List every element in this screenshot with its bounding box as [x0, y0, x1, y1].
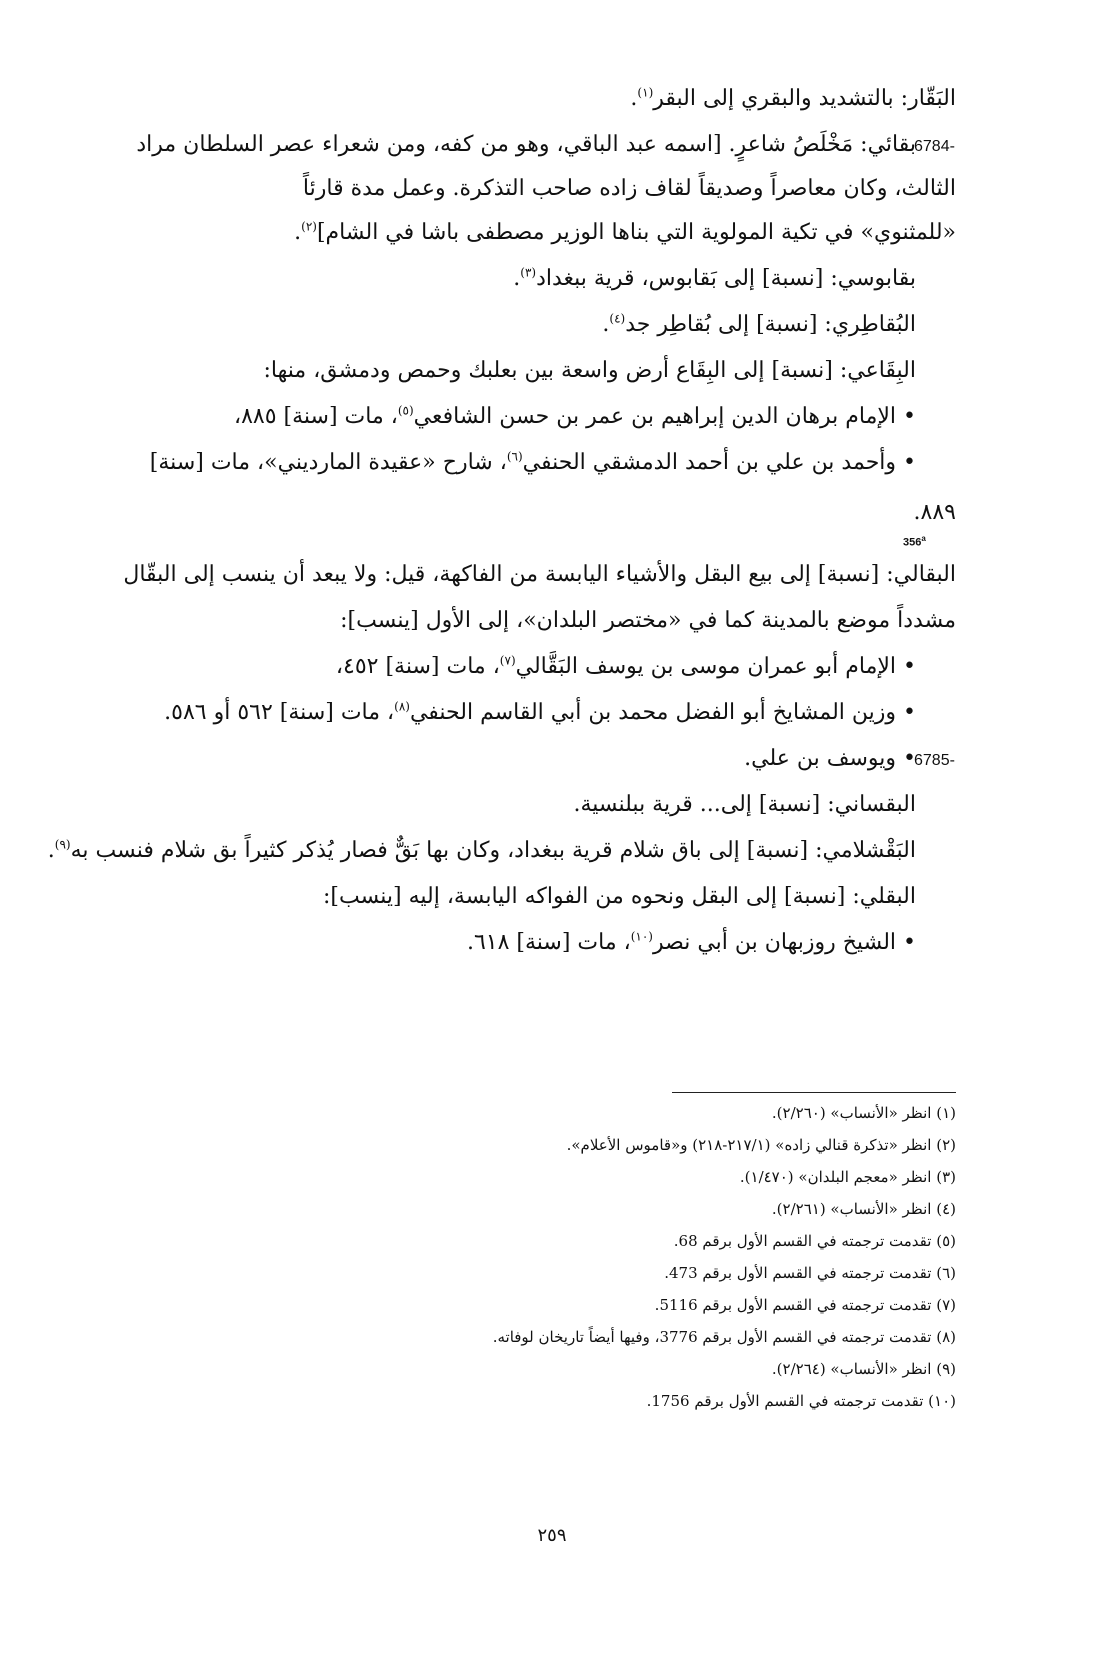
entry-number: 6784- [914, 138, 955, 155]
footnote: (٦) تقدمت ترجمته في القسم الأول برقم 473. [664, 1264, 956, 1282]
list-item: • وزين المشايخ أبو الفضل محمد بن أبي القاسم الحنفي$^{(٨)}$، مات [سنة] ٥٦٢ أو ٥٨٦. [164, 699, 916, 725]
footnote: (٣) انظر «معجم البلدان» (١/٤٧٠). [739, 1168, 956, 1186]
footnote-ref[interactable]: (١٠) [630, 929, 653, 944]
list-item: • وأحمد بن علي بن أحمد الدمشقي الحنفي$^{(٦)}$، شارح «عقيدة المارديني»، مات [سنة] [149, 449, 916, 475]
footnote-ref[interactable]: (٧) [499, 653, 516, 668]
footnote-ref[interactable]: (١) [637, 85, 654, 100]
entry-text: البَقّار: بالتشديد والبقري إلى البقر [653, 86, 956, 111]
list-item: • الشيخ روزبهان بن أبي نصر$^{(١٠)}$، مات [سنة] ٦١٨. [466, 929, 916, 955]
entry-biqai: البِقَاعي: [نسبة] إلى البِقَاع أرض واسعة بين بعلبك وحمص ودمشق، منها: [263, 358, 916, 383]
list-item-cont: ٨٨٩. [913, 500, 956, 525]
footnote-ref[interactable]: (٤) [609, 311, 626, 326]
entry-baqai-cont: «للمثنوي» في تكية المولوية التي بناها الوزير مصطفى باشا في الشام]$^{(٢)}$. [294, 219, 956, 245]
entry-baqqar: البَقّار: بالتشديد والبقري إلى البقر$^{(١)}$. [630, 85, 956, 111]
entry-baqshlami: البَقْشلامي: [نسبة] إلى باق شلام قرية ببغداد، وكان بها بَقٌّ فصار يُذكر كثيراً بق شلام فنسب به$^{(٩)}$. [47, 837, 916, 863]
list-item: • الإمام برهان الدين إبراهيم بن عمر بن حسن الشافعي$^{(٥)}$، مات [سنة] ٨٨٥، [233, 403, 916, 429]
footnote: (٢) انظر «تذكرة قنالي زاده» (٢١٧/١-٢١٨) و«قاموس الأعلام». [566, 1136, 956, 1154]
entry-baqai-cont: الثالث، وكان معاصراً وصديقاً لقاف زاده صاحب التذكرة. وعمل مدة قارئاً [302, 176, 956, 201]
footnote: (١٠) تقدمت ترجمته في القسم الأول برقم 1756. [646, 1392, 956, 1410]
list-item: • الإمام أبو عمران موسى بن يوسف البَقَّالي$^{(٧)}$، مات [سنة] ٤٥٢، [335, 653, 916, 679]
footnote-ref[interactable]: (٨) [394, 699, 410, 714]
footnote-ref[interactable]: (٩) [54, 837, 71, 852]
footnote-ref[interactable]: (٣) [520, 265, 537, 280]
page-number: ٢٥٩ [537, 1525, 567, 1546]
footnote: (٤) انظر «الأنساب» (٢/٢٦١). [771, 1200, 956, 1218]
footnote: (٨) تقدمت ترجمته في القسم الأول برقم 3776، وفيها أيضاً تاريخان لوفاته. [492, 1328, 956, 1346]
footnote: (٥) تقدمت ترجمته في القسم الأول برقم 68. [673, 1232, 956, 1250]
entry-baqli: البقلي: [نسبة] إلى البقل ونحوه من الفواكه اليابسة، إليه [ينسب]: [323, 884, 916, 909]
entry-baqabusi: بقابوسي: [نسبة] إلى بَقابوس، قرية ببغداد$^{(٣)}$. [513, 265, 916, 291]
entry-baqqali-cont: مشدداً موضع بالمدينة كما في «مختصر البلدان»، إلى الأول [ينسب]: [340, 608, 956, 633]
entry-buqatiri: البُقاطِري: [نسبة] إلى بُقاطِر جد$^{(٤)}$. [602, 311, 916, 337]
entry-baqsani: البقساني: [نسبة] إلى... قرية ببلنسية. [573, 792, 916, 817]
list-item: • ويوسف بن علي. [744, 746, 916, 771]
entry-number: 6785- [914, 752, 955, 769]
footnote: (٧) تقدمت ترجمته في القسم الأول برقم 5116. [654, 1296, 956, 1314]
entry-baqai: بقائي: مَخْلَصُ شاعرٍ. [اسمه عبد الباقي، وهو من كفه، ومن شعراء عصر السلطان مراد [136, 132, 916, 157]
page-marker: 356$^a$ [903, 534, 926, 549]
footnote: (١) انظر «الأنساب» (٢/٢٦٠). [771, 1104, 956, 1122]
footnote-ref[interactable]: (٢) [301, 219, 317, 234]
entry-baqqali: البقالي: [نسبة] إلى بيع البقل والأشياء اليابسة من الفاكهة، قيل: ولا يبعد أن ينسب إلى البقّال [123, 562, 956, 587]
footnote: (٩) انظر «الأنساب» (٢/٢٦٤). [771, 1360, 956, 1378]
footnote-ref[interactable]: (٦) [506, 449, 523, 464]
footnote-ref[interactable]: (٥) [397, 403, 414, 418]
footnote-divider [672, 1092, 956, 1093]
